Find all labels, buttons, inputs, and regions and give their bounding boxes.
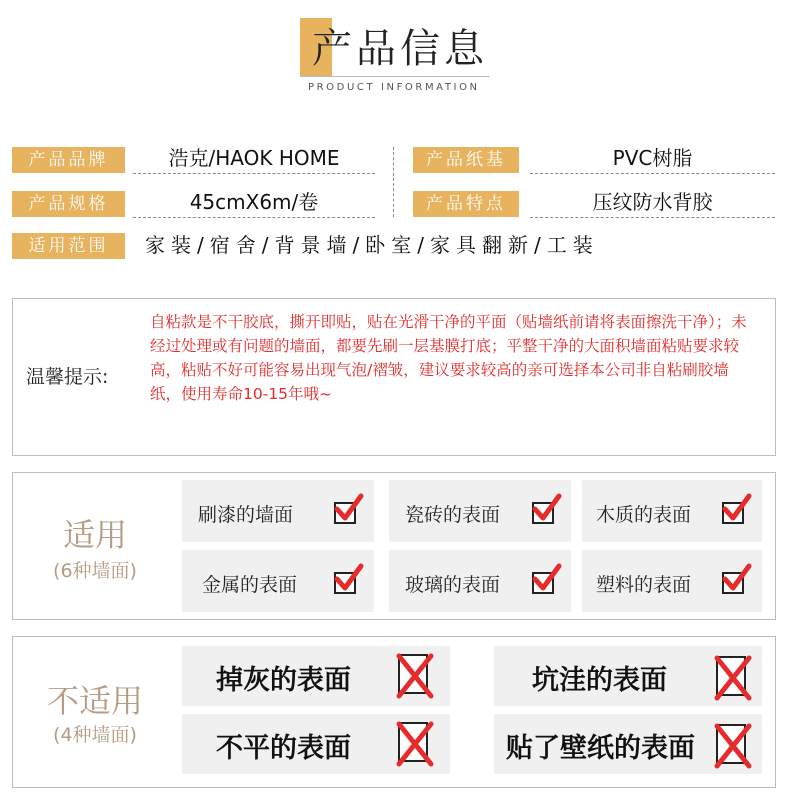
page-title: 产品信息 [312, 26, 488, 72]
suitable-subtitle: (6种墙面) [53, 560, 137, 582]
suitable-item [389, 480, 571, 542]
unsuitable-item-label: 坑洼的表面 [532, 665, 667, 696]
base-label: 产品纸基 [413, 147, 519, 173]
x-icon [716, 724, 746, 764]
unsuitable-item [182, 646, 450, 706]
notice-label: 温馨提示: [26, 366, 109, 388]
x-icon [398, 654, 428, 694]
suitable-title: 适用 [62, 516, 127, 554]
notice-text: 自粘款是不干胶底，撕开即贴，贴在光滑干净的平面（贴墙纸前请将表面擦洗干净）；未经过处理或有问题的墙面，都要先刷一层基膜打底；平整干净的大面积墙面粘贴要求较高，粘贴不好可能容易出现气泡/褶皱，建议要求较高的亲可选择本公司非自粘刷胶墙纸，使用寿命10-15年哦~ [150, 313, 747, 403]
suitable-item-label: 木质的表面 [596, 504, 692, 526]
header-divider [300, 76, 490, 77]
feature-value: 压纹防水背胶 [530, 187, 775, 218]
unsuitable-item [182, 714, 450, 774]
unsuitable-item-label: 掉灰的表面 [216, 665, 351, 696]
suitable-item [182, 480, 374, 542]
feature-label: 产品特点 [413, 191, 519, 217]
column-divider [393, 147, 394, 217]
suitable-item-label: 金属的表面 [202, 574, 298, 596]
unsuitable-item [494, 646, 762, 706]
check-icon [722, 502, 744, 524]
check-icon [532, 502, 554, 524]
unsuitable-title: 不适用 [46, 682, 143, 720]
unsuitable-subtitle: (4种墙面) [53, 724, 137, 746]
brand-label: 产品品牌 [12, 147, 125, 173]
suitable-item [582, 480, 762, 542]
suitable-item-label: 塑料的表面 [596, 574, 692, 596]
check-icon [722, 572, 744, 594]
check-icon [334, 572, 356, 594]
suitable-item-label: 刷漆的墙面 [198, 504, 294, 526]
page-subtitle: PRODUCT INFORMATION [308, 82, 480, 93]
size-value: 45cmX6m/卷 [133, 187, 375, 218]
base-value: PVC树脂 [530, 143, 775, 174]
unsuitable-item-label: 不平的表面 [216, 733, 351, 764]
check-icon [532, 572, 554, 594]
suitable-item-label: 瓷砖的表面 [405, 504, 501, 526]
brand-value: 浩克/HAOK HOME [133, 143, 375, 174]
suitable-item [389, 550, 571, 612]
unsuitable-item [494, 714, 762, 774]
scope-value: 家装/宿舍/背景墙/卧室/家具翻新/工装 [145, 233, 599, 257]
check-icon [334, 502, 356, 524]
x-icon [398, 722, 428, 762]
unsuitable-item-label: 贴了壁纸的表面 [506, 733, 695, 764]
suitable-item [582, 550, 762, 612]
scope-label: 适用范围 [12, 233, 125, 259]
suitable-item-label: 玻璃的表面 [405, 574, 501, 596]
size-label: 产品规格 [12, 191, 125, 217]
x-icon [716, 656, 746, 696]
suitable-item [182, 550, 374, 612]
